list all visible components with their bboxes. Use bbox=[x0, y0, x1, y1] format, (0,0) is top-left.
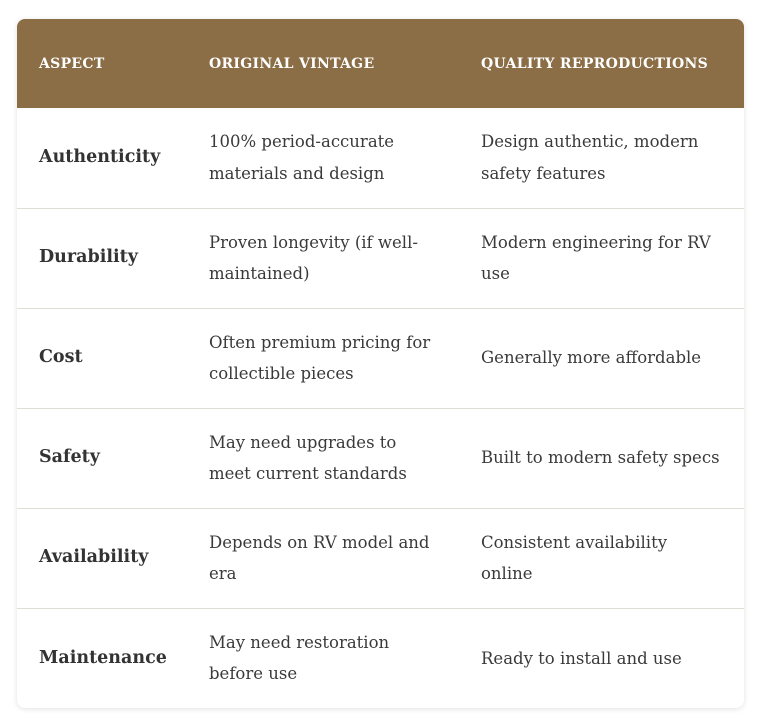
vintage-cell: 100% period-accurate materials and design bbox=[209, 132, 395, 183]
reproduction-cell: Built to modern safety specs bbox=[481, 448, 720, 468]
reproduction-cell: Ready to install and use bbox=[481, 648, 682, 668]
header-row bbox=[17, 19, 744, 108]
aspect-cell: Authenticity bbox=[39, 147, 161, 167]
reproduction-cell: Consistent availability online bbox=[481, 532, 668, 583]
table-row bbox=[17, 108, 744, 208]
table-body bbox=[17, 108, 744, 708]
comparison-table-card bbox=[17, 19, 744, 708]
table-header bbox=[17, 19, 744, 108]
comparison-table bbox=[17, 19, 744, 708]
aspect-cell: Availability bbox=[39, 547, 149, 568]
table-row bbox=[17, 208, 744, 308]
aspect-cell: Cost bbox=[39, 347, 83, 368]
vintage-cell: May need upgrades to meet current standards bbox=[209, 432, 407, 483]
reproduction-cell: Generally more affordable bbox=[481, 348, 702, 368]
table-row bbox=[17, 308, 744, 408]
vintage-cell: Depends on RV model and era bbox=[209, 532, 430, 583]
aspect-cell: Maintenance bbox=[39, 647, 167, 668]
table-row bbox=[17, 508, 744, 608]
table-row bbox=[17, 608, 744, 708]
reproduction-cell: Modern engineering for RV use bbox=[481, 232, 711, 283]
vintage-cell: May need restoration before use bbox=[209, 632, 390, 684]
header-quality-reproductions: QUALITY REPRODUCTIONS bbox=[481, 55, 709, 72]
vintage-cell: Proven longevity (if well-maintained) bbox=[209, 232, 418, 283]
header-original-vintage: ORIGINAL VINTAGE bbox=[209, 55, 375, 72]
table-row bbox=[17, 408, 744, 508]
aspect-cell: Safety bbox=[39, 447, 100, 468]
aspect-cell: Durability bbox=[39, 247, 138, 268]
header-aspect: ASPECT bbox=[39, 55, 105, 72]
reproduction-cell: Design authentic, modern safety features bbox=[481, 132, 699, 183]
vintage-cell: Often premium pricing for collectible pieces bbox=[209, 332, 431, 383]
